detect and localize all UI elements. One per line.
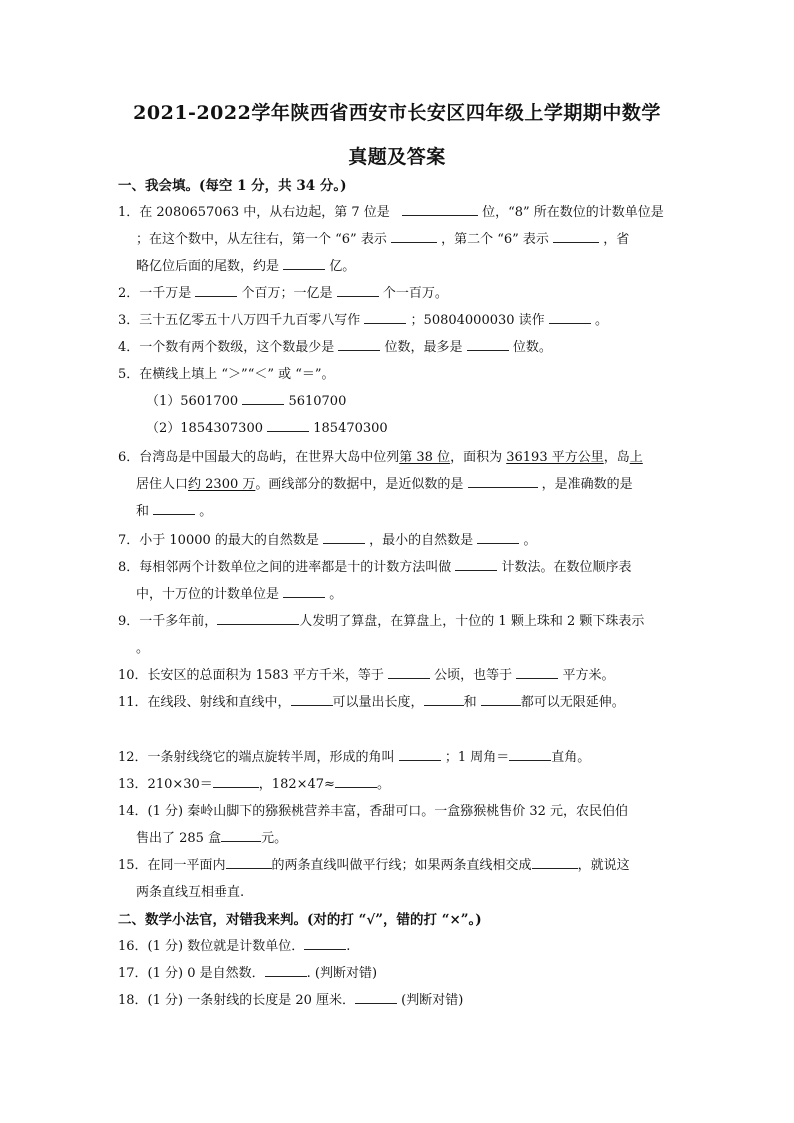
q16-text-1: 16．(1 分) 数位就是计数单位． [118, 939, 305, 954]
q3-text-2: ；50804000030 读作 [410, 313, 549, 328]
q5-blank-2[interactable] [267, 419, 309, 432]
question-11 [118, 693, 625, 713]
q7-text-2: ，最小的自然数是 [369, 533, 478, 548]
q11-text-3: 和 [463, 695, 481, 710]
q8-blank-2[interactable] [283, 585, 325, 598]
q10-text-3: 平方米。 [562, 668, 615, 683]
q13-blank-2[interactable] [335, 775, 377, 788]
q1-text-2: 位，“8” 所在数位的计数单位是 [482, 205, 664, 220]
question-17 [118, 964, 377, 984]
q8-text-2: 计数法。在数位顺序表 [501, 560, 632, 575]
q15-blank-2[interactable] [532, 856, 578, 869]
q6-text-6: ，是准确数的是 [541, 477, 633, 492]
q5-b-right: 185470300 [313, 421, 388, 436]
question-14-line-2 [136, 829, 287, 849]
q6-text-1: 6．台湾岛是中国最大的岛屿，在世界大岛中位列 [118, 450, 400, 465]
q7-blank-2[interactable] [477, 531, 519, 544]
q9-text-2: 人发明了算盘，在算盘上，十位的 1 颗上珠和 2 颗下珠表示 [299, 614, 645, 629]
question-14-line-1: 14．(1 分) 秦岭山脚下的猕猴桃营养丰富，香甜可口。一盒猕猴桃售价 32 元，农民伯伯 [118, 804, 629, 819]
q6-text-5: 。画线部分的数据中，是近似数的是 [255, 477, 468, 492]
q6-underlined-1: 第 38 位 [399, 450, 451, 465]
q6-underlined-4: 约 2300 万 [188, 477, 256, 492]
q3-blank-2[interactable] [549, 311, 591, 324]
q1-text-4: ，第二个 “6” 表示 [441, 232, 554, 247]
question-18 [118, 991, 463, 1011]
question-15-line-1 [118, 856, 630, 876]
question-10 [118, 666, 614, 686]
q2-text-1: 2．一千万是 [118, 286, 196, 301]
q1-text-6: 略亿位后面的尾数，约是 [136, 259, 284, 274]
q5-b-left: （2）1854307300 [146, 421, 268, 436]
q8-text-4: 。 [329, 587, 343, 602]
q12-text-1: 12．一条射线绕它的端点旋转半周，形成的角叫 [118, 750, 399, 765]
q4-blank-2[interactable] [467, 338, 509, 351]
q9-text-1: 9．一千多年前， [118, 614, 218, 629]
q18-text-2: (判断对错) [397, 993, 464, 1008]
q13-blank-1[interactable] [213, 775, 259, 788]
q14-text-2: 售出了 285 盒 [136, 831, 222, 846]
q12-text-2: ；1 周角＝ [444, 750, 510, 765]
q5-blank-1[interactable] [242, 392, 284, 405]
q7-blank-1[interactable] [323, 531, 365, 544]
q5-a-right: 5610700 [288, 394, 347, 409]
q7-text-3: 。 [523, 533, 537, 548]
q13-text-2: ，182×47≈ [258, 777, 335, 792]
q6-text-2: ，面积为 [450, 450, 507, 465]
question-2 [118, 284, 448, 304]
q15-blank-1[interactable] [226, 856, 272, 869]
q11-blank-2[interactable] [424, 693, 464, 706]
q14-text-3: 元。 [261, 831, 288, 846]
question-6-line-3 [136, 502, 212, 522]
q12-blank-2[interactable] [509, 748, 551, 761]
q1-text-1: 1．在 2080657063 中，从右边起，第 7 位是 [118, 205, 394, 220]
q6-text-3: ，岛 [603, 450, 630, 465]
q6-text-4: 居住人口 [136, 477, 189, 492]
question-4 [118, 338, 552, 358]
question-3 [118, 311, 608, 331]
q13-text-1: 13．210×30＝ [118, 777, 213, 792]
q10-text-2: 公顷，也等于 [434, 668, 517, 683]
q1-text-5: ，省 [603, 232, 630, 247]
q3-text-1: 3．三十五亿零五十八万四千九百零八写作 [118, 313, 365, 328]
q6-text-7: 和 [136, 504, 154, 519]
q10-blank-1[interactable] [388, 666, 430, 679]
q1-text-7: 亿。 [329, 259, 356, 274]
q18-blank-1[interactable] [355, 991, 397, 1004]
question-1-line-1 [118, 203, 664, 223]
q15-text-1: 15．在同一平面内 [118, 858, 226, 873]
question-5-part-2 [146, 419, 388, 439]
question-9-line-2: 。 [136, 641, 150, 656]
q17-text-2: . (判断对错) [306, 966, 378, 981]
question-8-line-2 [136, 585, 342, 605]
q1-text-3: ；在这个数中，从左往右，第一个 “6” 表示 [136, 232, 391, 247]
q3-blank-1[interactable] [364, 311, 406, 324]
title-line-1: 2021-2022学年陕西省西安市长安区四年级上学期期中数学 [133, 102, 661, 124]
section-1-heading: 一、我会填。(每空 1 分，共 34 分。) [118, 178, 347, 194]
question-1-line-2 [136, 230, 629, 250]
question-5: 5．在横线上填上 “＞”“＜” 或 “＝”。 [118, 367, 335, 382]
question-15-line-2: 两条直线互相垂直. [136, 885, 245, 900]
q1-blank-1[interactable] [402, 203, 478, 216]
q17-text-1: 17．(1 分) 0 是自然数． [118, 966, 265, 981]
q14-blank-1[interactable] [221, 829, 261, 842]
q2-blank-1[interactable] [195, 284, 237, 297]
question-1-line-3 [136, 257, 355, 277]
question-6-line-2 [136, 475, 633, 495]
q3-text-3: 。 [594, 313, 608, 328]
q8-blank-1[interactable] [455, 558, 497, 571]
q11-text-4: 都可以无限延伸。 [520, 695, 625, 710]
question-7 [118, 531, 536, 551]
q6-underlined-3: 上 [629, 450, 643, 465]
q10-text-1: 10．长安区的总面积为 1583 平方千米，等于 [118, 668, 389, 683]
q2-blank-2[interactable] [337, 284, 379, 297]
question-6-line-1 [118, 448, 643, 468]
q6-blank-2[interactable] [153, 502, 195, 515]
q2-text-3: 个一百万。 [382, 286, 448, 301]
q5-a-left: （1）5601700 [146, 394, 243, 409]
q6-underlined-2: 36193 平方公里 [506, 450, 604, 465]
q1-blank-2[interactable] [391, 230, 437, 243]
question-16 [118, 937, 350, 957]
q16-blank-1[interactable] [304, 937, 346, 950]
q6-blank-1[interactable] [468, 475, 538, 488]
q8-text-3: 中，十万位的计数单位是 [136, 587, 284, 602]
q17-blank-1[interactable] [265, 964, 307, 977]
q1-blank-3[interactable] [553, 230, 599, 243]
q12-text-3: 直角。 [551, 750, 591, 765]
question-9-line-1 [118, 612, 644, 632]
q18-text-1: 18．(1 分) 一条射线的长度是 20 厘米． [118, 993, 356, 1008]
q4-text-3: 位数。 [512, 340, 552, 355]
question-12 [118, 748, 590, 768]
q15-text-3: ，就说这 [577, 858, 630, 873]
q11-blank-1[interactable] [291, 693, 333, 706]
q11-text-1: 11．在线段、射线和直线中， [118, 695, 291, 710]
q16-text-2: . [346, 939, 351, 954]
q11-blank-3[interactable] [481, 693, 521, 706]
q1-blank-4[interactable] [283, 257, 325, 270]
q8-text-1: 8．每相邻两个计数单位之间的进率都是十的计数方法叫做 [118, 560, 456, 575]
question-13 [118, 775, 390, 795]
section-2-heading: 二、数学小法官，对错我来判。(对的打 “√”，错的打 “×”。) [118, 912, 482, 928]
q6-text-8: 。 [199, 504, 213, 519]
q4-text-1: 4．一个数有两个数级，这个数最少是 [118, 340, 339, 355]
q4-blank-1[interactable] [338, 338, 380, 351]
q10-blank-2[interactable] [516, 666, 558, 679]
q7-text-1: 7．小于 10000 的最大的自然数是 [118, 533, 324, 548]
q15-text-2: 的两条直线叫做平行线；如果两条直线相交成 [271, 858, 532, 873]
title-line-2: 真题及答案 [348, 146, 446, 168]
q13-text-3: 。 [376, 777, 390, 792]
q4-text-2: 位数，最多是 [384, 340, 467, 355]
question-5-part-1 [146, 392, 346, 412]
q11-text-2: 可以量出长度， [332, 695, 424, 710]
q12-blank-1[interactable] [399, 748, 441, 761]
q2-text-2: 个百万；一亿是 [241, 286, 337, 301]
question-8-line-1 [118, 558, 632, 578]
q9-blank-1[interactable] [217, 612, 299, 625]
